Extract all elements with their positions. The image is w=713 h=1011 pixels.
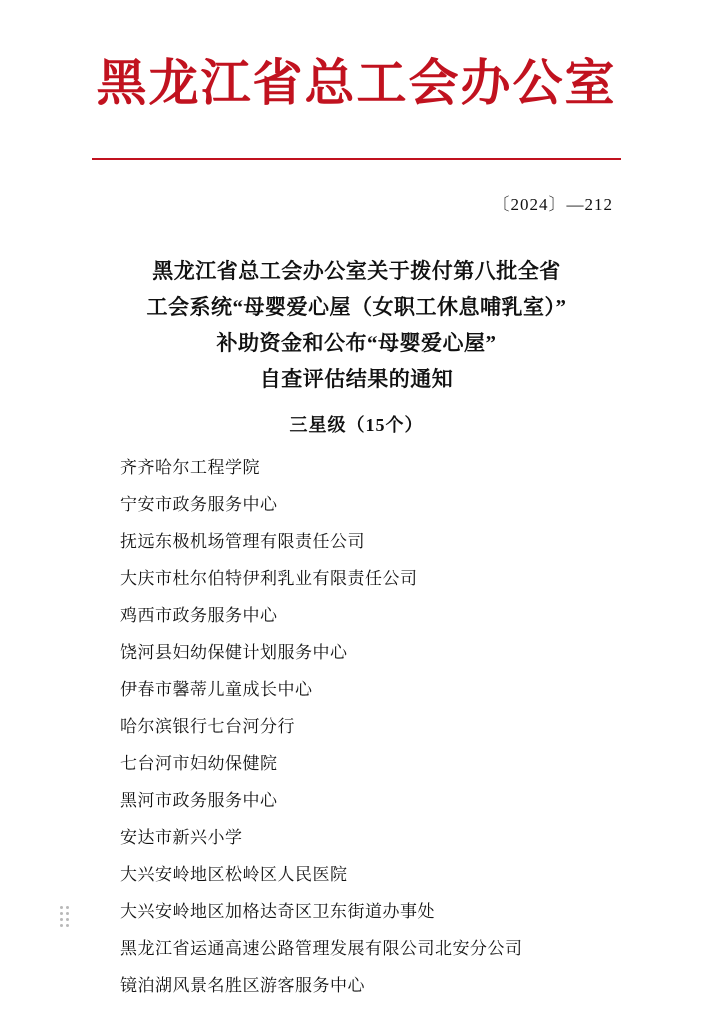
list-item: 大庆市杜尔伯特伊利乳业有限责任公司 — [120, 569, 418, 588]
list-item: 饶河县妇幼保健计划服务中心 — [120, 643, 348, 662]
list-item: 大兴安岭地区加格达奇区卫东街道办事处 — [120, 902, 435, 921]
list-item: 哈尔滨银行七台河分行 — [120, 717, 295, 736]
subject-line-3: 补助资金和公布“母婴爱心屋” — [216, 331, 497, 355]
section-label-three-star: 三星级（15个） — [289, 415, 424, 435]
list-item: 齐齐哈尔工程学院 — [120, 458, 260, 477]
drag-handle-icon[interactable] — [60, 906, 74, 928]
list-item: 镜泊湖风景名胜区游客服务中心 — [120, 976, 365, 995]
list-item: 鸡西市政务服务中心 — [120, 606, 278, 625]
three-star-list — [92, 449, 621, 1004]
list-item: 安达市新兴小学 — [120, 828, 243, 847]
list-item: 伊春市馨蒂儿童成长中心 — [120, 680, 313, 699]
list-item: 大兴安岭地区松岭区人民医院 — [120, 865, 348, 884]
list-item: 黑龙江省运通高速公路管理发展有限公司北安分公司 — [120, 939, 523, 958]
document-title: 黑龙江省总工会办公室 — [96, 55, 617, 111]
list-item: 七台河市妇幼保健院 — [120, 754, 278, 773]
subject-line-4: 自查评估结果的通知 — [259, 367, 454, 391]
list-item: 抚远东极机场管理有限责任公司 — [120, 532, 365, 551]
subject-line-1: 黑龙江省总工会办公室关于拨付第八批全省 — [152, 259, 561, 283]
list-item: 宁安市政务服务中心 — [120, 495, 278, 514]
document-number: 〔2024〕—212 — [492, 195, 613, 214]
list-item: 黑河市政务服务中心 — [120, 791, 278, 810]
red-divider-rule — [92, 158, 621, 160]
document-subject — [92, 253, 621, 397]
subject-line-2: 工会系统“母婴爱心屋（女职工休息哺乳室）” — [146, 295, 567, 319]
